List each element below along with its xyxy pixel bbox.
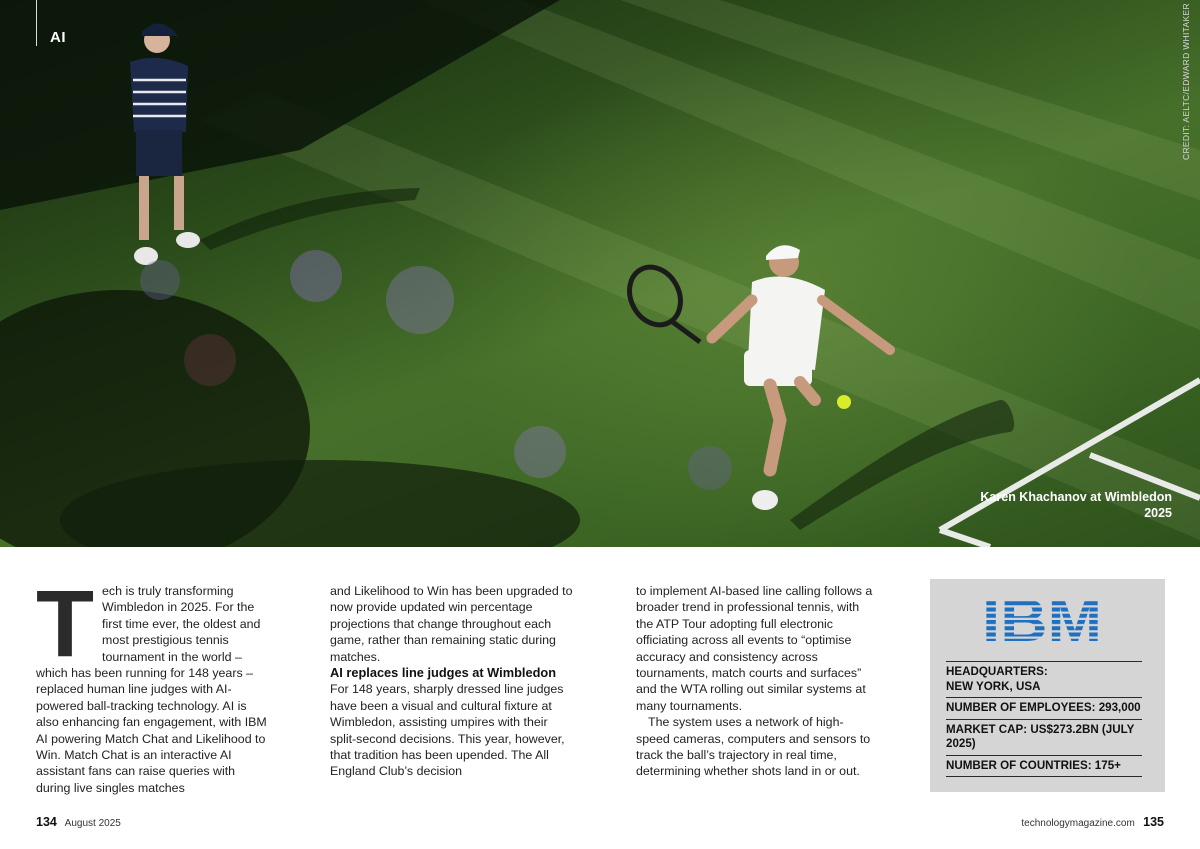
article-paragraph: The system uses a network of high-speed cameras, computers and sensors to track the ball’s trajectory in real time, determining whether shots land in or out.	[636, 715, 871, 779]
fact-item	[946, 661, 1142, 697]
fact-item	[946, 697, 1142, 719]
footer-left	[36, 815, 121, 829]
fact-label: MARKET CAP:	[946, 722, 1028, 736]
footer-right	[1021, 815, 1164, 829]
ibm-logo-lettering: IBM	[982, 595, 1102, 645]
article-paragraph: to implement AI-based line calling follows a broader trend in professional tennis, with the ATP Tour adopting full electronic officiating across all events to “optimise accuracy and consistency across tournaments, match courts and surfaces” and the WTA rolling out similar systems at many tournaments.	[636, 584, 873, 713]
fact-value: 293,000	[1098, 701, 1141, 714]
fact-item	[946, 755, 1142, 778]
article-column-1	[36, 571, 268, 796]
fact-value: US$273.2BN (JULY 2025)	[946, 722, 1135, 750]
page-number-right: 135	[1143, 815, 1164, 829]
article-paragraph: ech is truly transforming Wimbledon in 2025. For the first time ever, the oldest and most prestigious tennis tournament in the world – which has been running for 148 years – replaced human line judges with AI-powered ball-tracking technology. AI is also enhancing fan engagement, with IBM AI powering Match Chat and Likelihood to Win. Match Chat is an interactive AI assistant fans can raise queries with during live singles matches	[36, 584, 267, 795]
section-label: AI	[50, 29, 66, 46]
fact-label: HEADQUARTERS:	[946, 665, 1048, 678]
page-number-left: 134	[36, 815, 57, 829]
article-column-3	[636, 583, 876, 780]
article-paragraph: For 148 years, sharply dressed line judges have been a visual and cultural fixture at Wimbledon, assisting umpires with their split-second decisions. This year, however, that tradition has been upended. The All England Club’s decision	[330, 682, 565, 779]
fact-value: 175+	[1094, 758, 1121, 772]
photo-credit: CREDIT: AELTC/EDWARD WHITAKER	[1181, 3, 1191, 160]
issue-date: August 2025	[64, 818, 121, 829]
section-divider	[36, 0, 37, 46]
photo-caption: Karen Khachanov at Wimbledon 2025	[980, 490, 1172, 520]
company-fact-box	[930, 579, 1165, 792]
fact-label: NUMBER OF EMPLOYEES:	[946, 701, 1096, 714]
article-paragraph: and Likelihood to Win has been upgraded to now provide updated win percentage projections that change throughout each game, rather than remaining static during matches.	[330, 584, 573, 664]
fact-item	[946, 719, 1142, 755]
article-subheading: AI replaces line judges at Wimbledon	[330, 665, 557, 681]
fact-label: NUMBER OF COUNTRIES:	[946, 758, 1092, 772]
fact-list	[946, 661, 1142, 777]
ibm-logo	[980, 595, 1104, 645]
site-url: technologymagazine.com	[1021, 818, 1135, 829]
fact-value: NEW YORK, USA	[946, 679, 1041, 693]
tennis-ball	[837, 395, 851, 409]
article-column-2	[330, 583, 575, 780]
drop-cap: T	[36, 571, 95, 677]
